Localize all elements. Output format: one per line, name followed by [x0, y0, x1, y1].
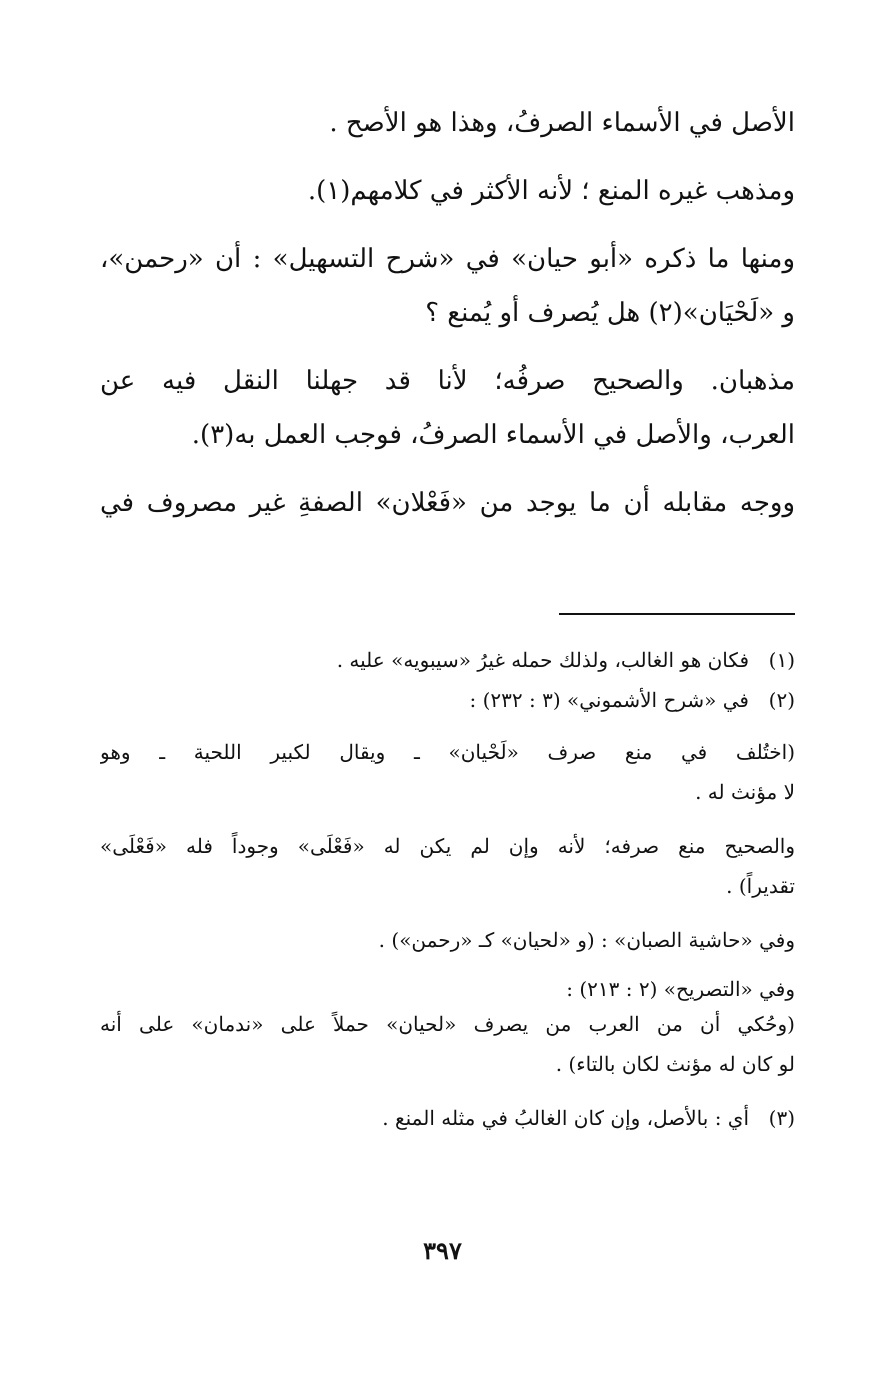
quote-line: تقديراً) .: [726, 874, 795, 898]
footnote-quote-4: [100, 974, 795, 1084]
text-line: العرب، والأصل في الأسماء الصرفُ، فوجب العمل به(٣).: [191, 420, 795, 450]
text-line: و «لَحْيَان»(٢) هل يُصرف أو يُمنع ؟: [425, 298, 795, 328]
quote-line: (وحُكي أن من العرب من يصرف «لحيان» حملاً على «ندمان» على أنه: [100, 1012, 795, 1036]
paragraph-2: [100, 164, 795, 218]
quote-line: لا مؤنث له .: [695, 780, 795, 804]
paragraph-4: [100, 354, 795, 462]
footnote-3: [100, 1098, 795, 1138]
footnote-text: أي : بالأصل، وإن كان الغالبُ في مثله المنع .: [382, 1106, 749, 1130]
footnote-separator: [559, 613, 795, 615]
page-number: ٣٩٧: [423, 1236, 462, 1265]
text-line: ووجه مقابله أن ما يوجد من «فَعْلان» الصفةِ غير مصروف في: [100, 488, 795, 518]
paragraph-5: [100, 476, 795, 530]
text-line: الأصل في الأسماء الصرفُ، وهذا هو الأصح .: [329, 108, 795, 138]
footnote-1: [100, 640, 795, 680]
footnote-number: (٣): [768, 1106, 795, 1130]
text-line: ومنها ما ذكره «أبو حيان» في «شرح التسهيل» : أن «رحمن»،: [100, 244, 795, 274]
footnote-quote-2: [100, 826, 795, 906]
quote-line: (اختُلف في منع صرف «لَحْيان» ـ ويقال لكبير اللحية ـ وهو: [100, 740, 795, 764]
footnote-2: [100, 680, 795, 720]
footnote-quote-1: [100, 732, 795, 812]
paragraph-1: [100, 96, 795, 150]
quote-line: لو كان له مؤنث لكان بالتاء) .: [555, 1052, 795, 1076]
paragraph-3: [100, 232, 795, 340]
footnotes: [100, 640, 795, 1138]
quote-line: وفي «حاشية الصبان» : (و «لحيان» كـ «رحمن») .: [378, 928, 795, 952]
footnote-number: (٢): [768, 688, 795, 712]
quote-line: والصحيح منع صرفه؛ لأنه وإن لم يكن له «فَعْلَى» وجوداً فله «فَعْلَى»: [100, 834, 795, 858]
footnote-quote-3: [100, 920, 795, 960]
text-line: مذهبان. والصحيح صرفُه؛ لأنا قد جهلنا النقل فيه عن: [100, 366, 795, 396]
text-line: ومذهب غيره المنع ؛ لأنه الأكثر في كلامهم(١).: [307, 176, 795, 206]
footnote-text: فكان هو الغالب، ولذلك حمله غيرُ «سيبويه» عليه .: [336, 648, 749, 672]
main-text: [100, 96, 795, 544]
quote-line: وفي «التصريح» (٢ : ٢١٣) :: [566, 977, 795, 1001]
footnote-number: (١): [768, 648, 795, 672]
footnote-text: في «شرح الأشموني» (٣ : ٢٣٢) :: [469, 688, 749, 712]
